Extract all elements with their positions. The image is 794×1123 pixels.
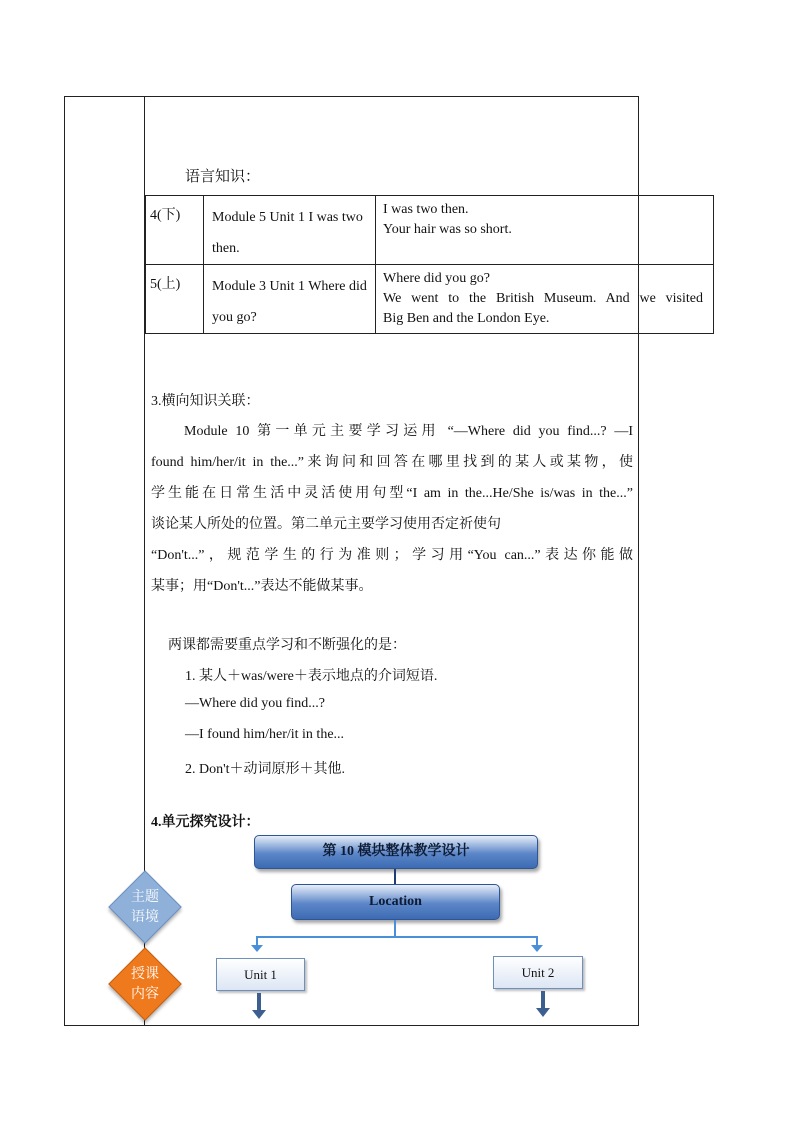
diamond-label-text: 主题语境 bbox=[131, 889, 159, 925]
theme-context-diamond bbox=[108, 870, 182, 944]
section4-title: 4.单元探究设计： bbox=[151, 815, 260, 830]
diamond-label bbox=[108, 870, 182, 944]
sentence-line: We went to the British Museum. And we visited bbox=[383, 291, 703, 306]
lesson-content-diamond bbox=[108, 947, 182, 1021]
focus-item: —I found him/her/it in the... bbox=[185, 727, 345, 742]
sentence-cell bbox=[376, 196, 714, 265]
para-line: 某事；用“Don't...”表达不能做某事。 bbox=[151, 579, 373, 594]
arrow-head bbox=[531, 945, 543, 952]
unit2-box: Unit 2 bbox=[493, 956, 583, 989]
down-arrow-head bbox=[252, 1010, 266, 1019]
unit1-box: Unit 1 bbox=[216, 958, 305, 991]
arrow-head bbox=[251, 945, 263, 952]
para-line: found him/her/it in the...”来询问和回答在哪里找到的某人或某物，使 bbox=[151, 455, 633, 470]
down-arrow-head bbox=[536, 1008, 550, 1017]
sentence-line: Big Ben and the London Eye. bbox=[383, 311, 550, 326]
para-line-text: Module 10 第一单元主要学习运用 “—Where did you find...? —I bbox=[184, 424, 633, 439]
para-line bbox=[151, 416, 633, 447]
sentence-line: Your hair was so short. bbox=[383, 222, 512, 237]
connector-line bbox=[394, 920, 396, 936]
location-box: Location bbox=[291, 884, 500, 920]
grade-cell: 5(上) bbox=[146, 265, 204, 334]
module-cell: Module 3 Unit 1 Where did you go? bbox=[204, 265, 376, 334]
table-row bbox=[146, 196, 714, 265]
para-line: 学生能在日常生活中灵活使用句型“I am in the...He/She is/was in the...” bbox=[151, 486, 633, 501]
sentence-line: Where did you go? bbox=[383, 271, 490, 286]
section3-title: 3.横向知识关联： bbox=[151, 394, 260, 409]
para-line: 谈论某人所处的位置。第二单元主要学习使用否定祈使句 bbox=[151, 517, 501, 532]
lang-knowledge-label: 语言知识： bbox=[185, 169, 261, 185]
module-cell: Module 5 Unit 1 I was two then. bbox=[204, 196, 376, 265]
focus-intro: 两课都需要重点学习和不断强化的是： bbox=[168, 638, 406, 653]
module-design-box: 第 10 模块整体教学设计 bbox=[254, 835, 538, 869]
table-row bbox=[146, 265, 714, 334]
diamond-label bbox=[108, 947, 182, 1021]
focus-item: 2. Don't＋动词原形＋其他. bbox=[185, 762, 346, 777]
para-line: “Don't...”，规范学生的行为准则；学习用“You can...”表达你能做 bbox=[151, 548, 633, 563]
grade-cell: 4(下) bbox=[146, 196, 204, 265]
branch-line bbox=[256, 936, 538, 938]
focus-item: —Where did you find...? bbox=[185, 696, 325, 711]
lang-table bbox=[145, 195, 714, 334]
connector-line bbox=[394, 869, 396, 884]
sentence-line: I was two then. bbox=[383, 202, 469, 217]
focus-item: 1. 某人＋was/were＋表示地点的介词短语. bbox=[185, 669, 438, 684]
diamond-label-text: 授课内容 bbox=[131, 966, 159, 1002]
sentence-cell bbox=[376, 265, 714, 334]
